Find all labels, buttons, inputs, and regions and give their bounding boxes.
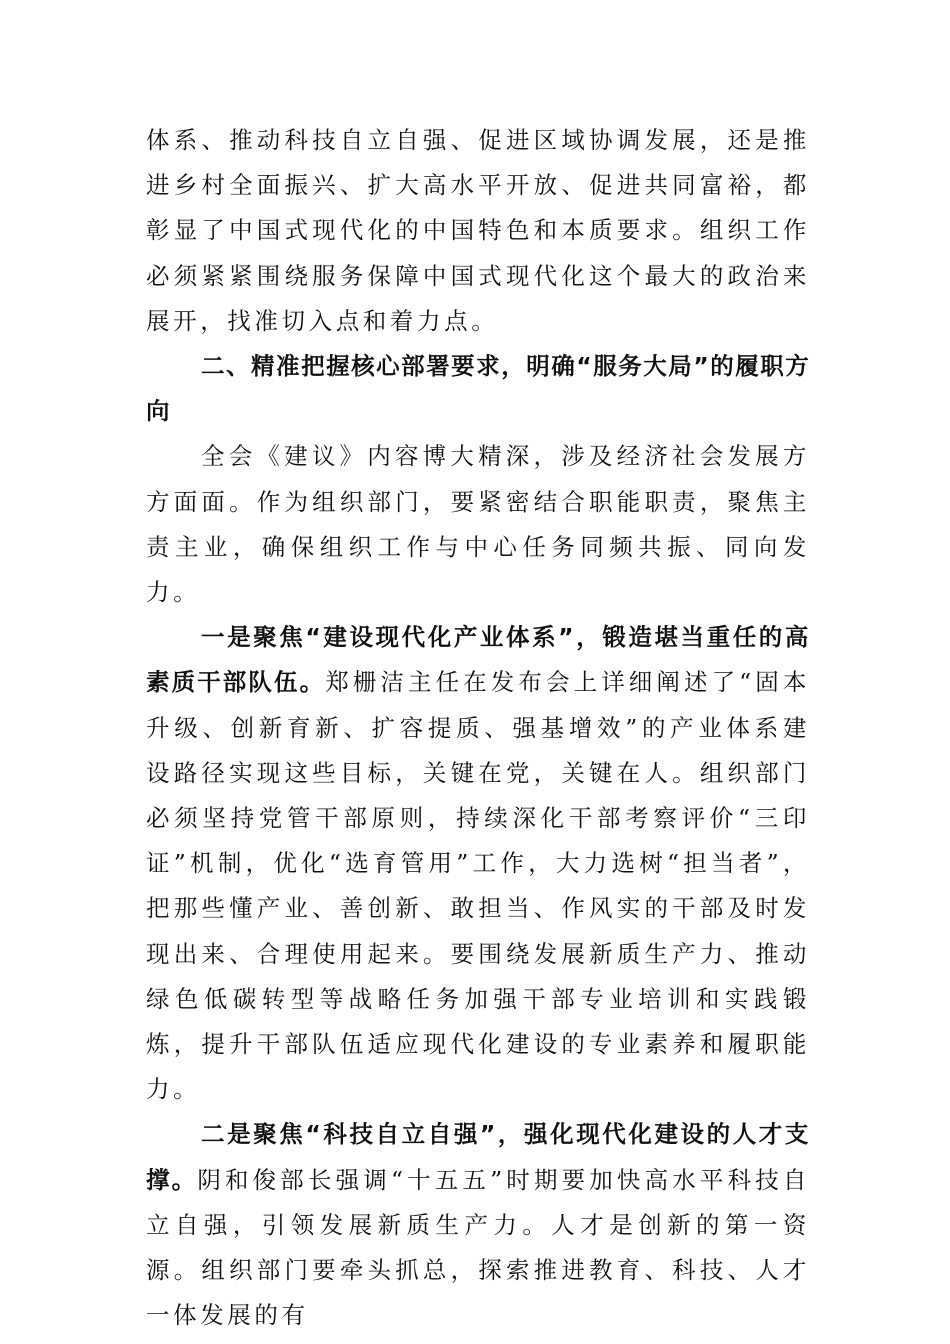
paragraph-3-body: 郑栅洁主任在发布会上详细阐述了“固本升级、创新育新、扩容提质、强基增效”的产业体系建设路径实现这些目标，关键在党，关键在人。组织部门必须坚持党管干部原则，持续深化干部考察评价“三印证”机制，优化“选育管用”工作，大力选树“担当者”，把那些懂产业、善创新、敢担当、作风实的干部及时发现出来、合理使用起来。要围绕发展新质生产力、推动绿色低碳转型等战略任务加强干部专业培训和实践锻炼，提升干部队伍适应现代化建设的专业素养和履职能力。 [146,668,810,1104]
section-heading-2: 二、精准把握核心部署要求，明确“服务大局”的履职方向 [146,352,810,426]
body-paragraph-3 [146,615,810,1112]
paragraph-4-body: 阴和俊部长强调“十五五”时期要加快高水平科技自立自强，引领发展新质生产力。人才是创新的第一资源。组织部门要牵头抓总，探索推进教育、科技、人才一体发展的有 [146,1165,811,1330]
body-paragraph-2: 全会《建议》内容博大精深，涉及经济社会发展方方面面。作为组织部门，要紧密结合职能职责，聚焦主责主业，确保组织工作与中心任务同频共振、同向发力。 [146,442,810,607]
body-paragraph-1: 体系、推动科技自立自强、促进区域协调发展，还是推进乡村全面振兴、扩大高水平开放、促进共同富裕，都彰显了中国式现代化的中国特色和本质要求。组织工作必须紧紧围绕服务保障中国式现代化这个最大的政治来展开，找准切入点和着力点。 [146,126,810,335]
paragraph-4-lead-sentence: 二是聚焦“科技自立自强”，强化现代化建设的人才支撑。 [146,1120,810,1194]
paragraph-3-lead-sentence: 一是聚焦“建设现代化产业体系”，锻造堪当重任的高素质干部队伍。 [146,623,810,697]
document-page [146,118,810,1338]
body-paragraph-4 [146,1112,810,1338]
